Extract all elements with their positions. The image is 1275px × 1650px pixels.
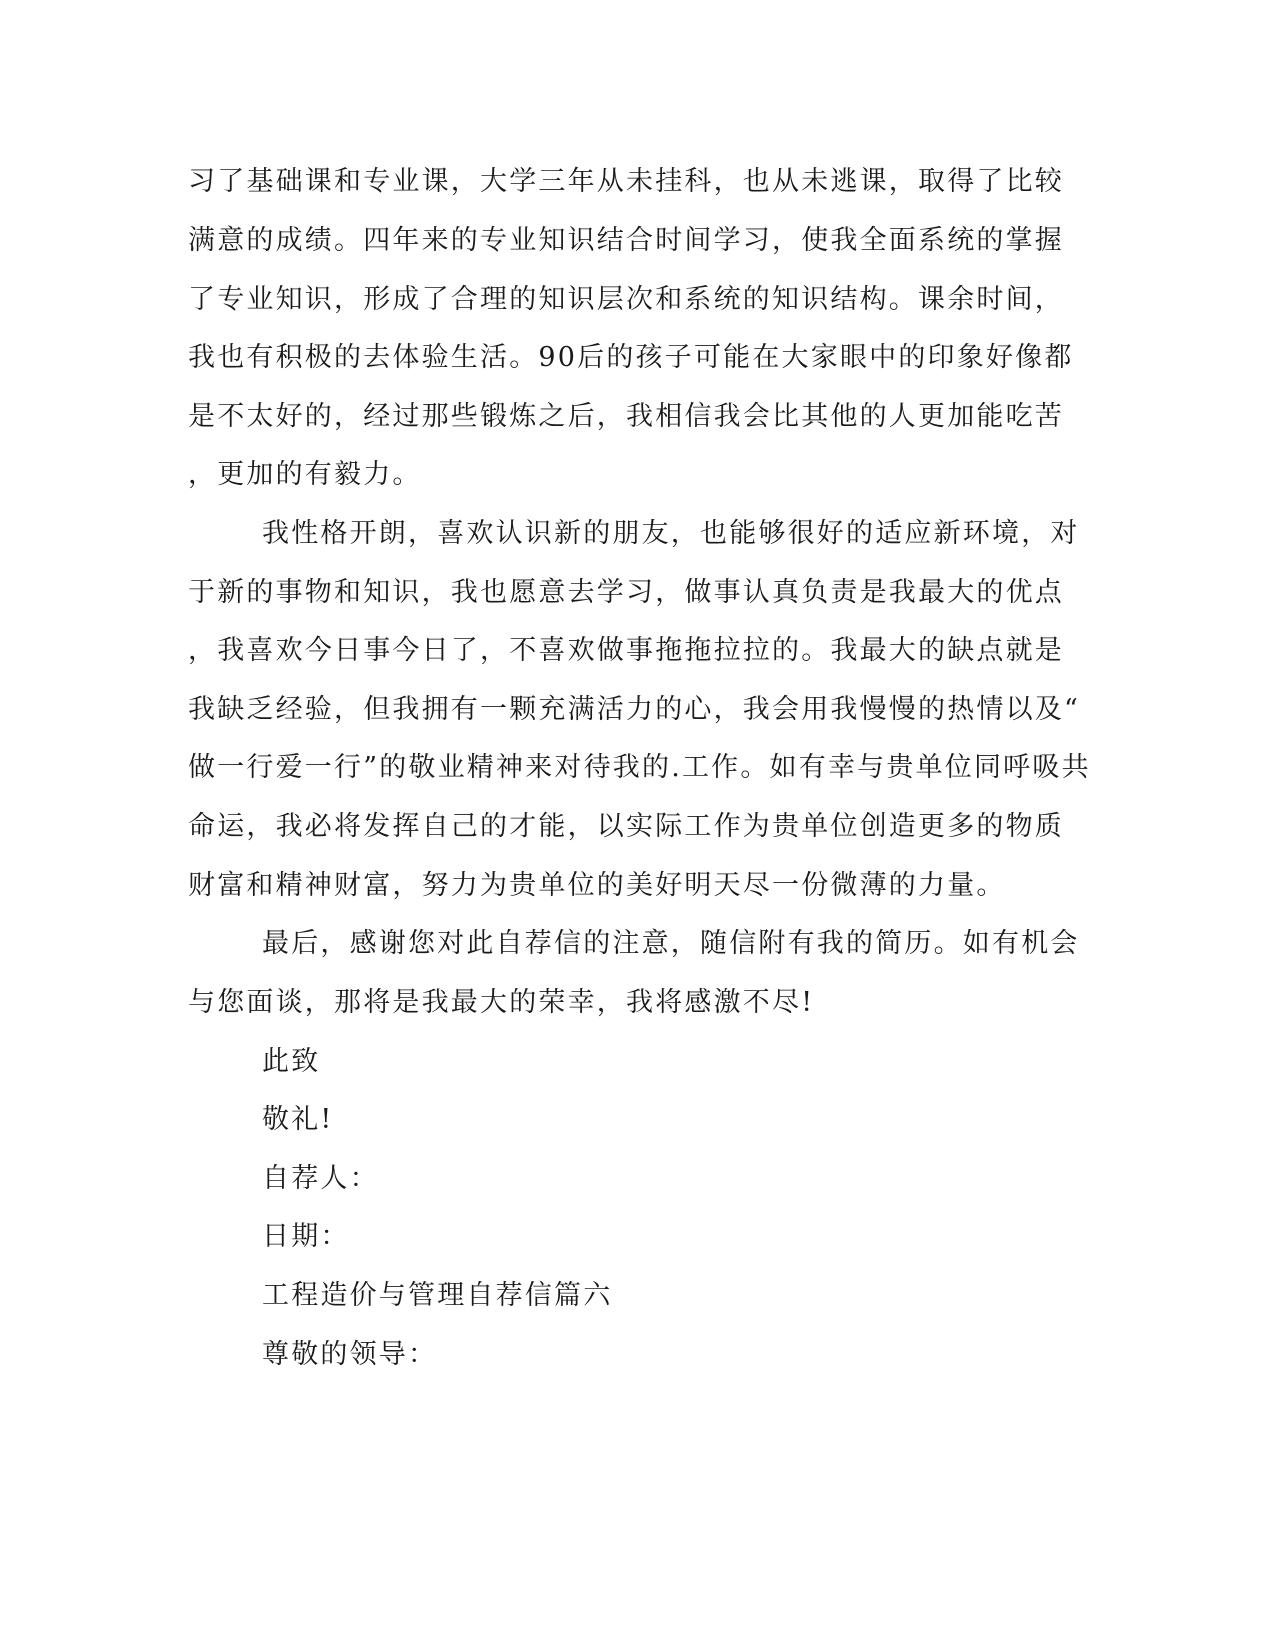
body-line: 是不太好的，经过那些锻炼之后，我相信我会比其他的人更加能吃苦 xyxy=(188,401,1064,432)
body-line: 习了基础课和专业课，大学三年从未挂科，也从未逃课，取得了比较 xyxy=(188,166,1064,197)
body-line: 与您面谈，那将是我最大的荣幸，我将感激不尽! xyxy=(188,987,815,1018)
body-line: 我性格开朗，喜欢认识新的朋友，也能够很好的适应新环境，对 xyxy=(262,518,1080,549)
body-line: 我也有积极的去体验生活。90后的孩子可能在大家眼中的印象好像都 xyxy=(188,342,1074,373)
body-line: 满意的成绩。四年来的专业知识结合时间学习，使我全面系统的掌握 xyxy=(188,225,1064,256)
body-line: 于新的事物和知识，我也愿意去学习，做事认真负责是我最大的优点 xyxy=(188,577,1064,608)
greeting-line: 尊敬的领导： xyxy=(262,1339,438,1370)
salute-line: 敬礼! xyxy=(262,1104,334,1135)
body-line: 财富和精神财富，努力为贵单位的美好明天尽一份微薄的力量。 xyxy=(188,870,1006,901)
closing-line: 此致 xyxy=(262,1046,321,1077)
body-line: 命运，我必将发挥自己的才能，以实际工作为贵单位创造更多的物质 xyxy=(188,811,1064,842)
body-line: 做一行爱一行”的敬业精神来对待我的.工作。如有幸与贵单位同呼吸共 xyxy=(188,752,1091,783)
body-line: ，更加的有毅力。 xyxy=(188,459,422,490)
body-line: 最后，感谢您对此自荐信的注意，随信附有我的简历。如有机会 xyxy=(262,928,1080,959)
body-line: 我缺乏经验，但我拥有一颗充满活力的心，我会用我慢慢的热情以及“ xyxy=(188,694,1081,725)
section-title: 工程造价与管理自荐信篇六 xyxy=(262,1280,613,1311)
signer-label: 自荐人： xyxy=(262,1163,379,1194)
date-label: 日期： xyxy=(262,1221,350,1252)
body-line: ，我喜欢今日事今日了，不喜欢做事拖拖拉拉的。我最大的缺点就是 xyxy=(188,635,1064,666)
body-line: 了专业知识，形成了合理的知识层次和系统的知识结构。课余时间， xyxy=(188,284,1064,315)
